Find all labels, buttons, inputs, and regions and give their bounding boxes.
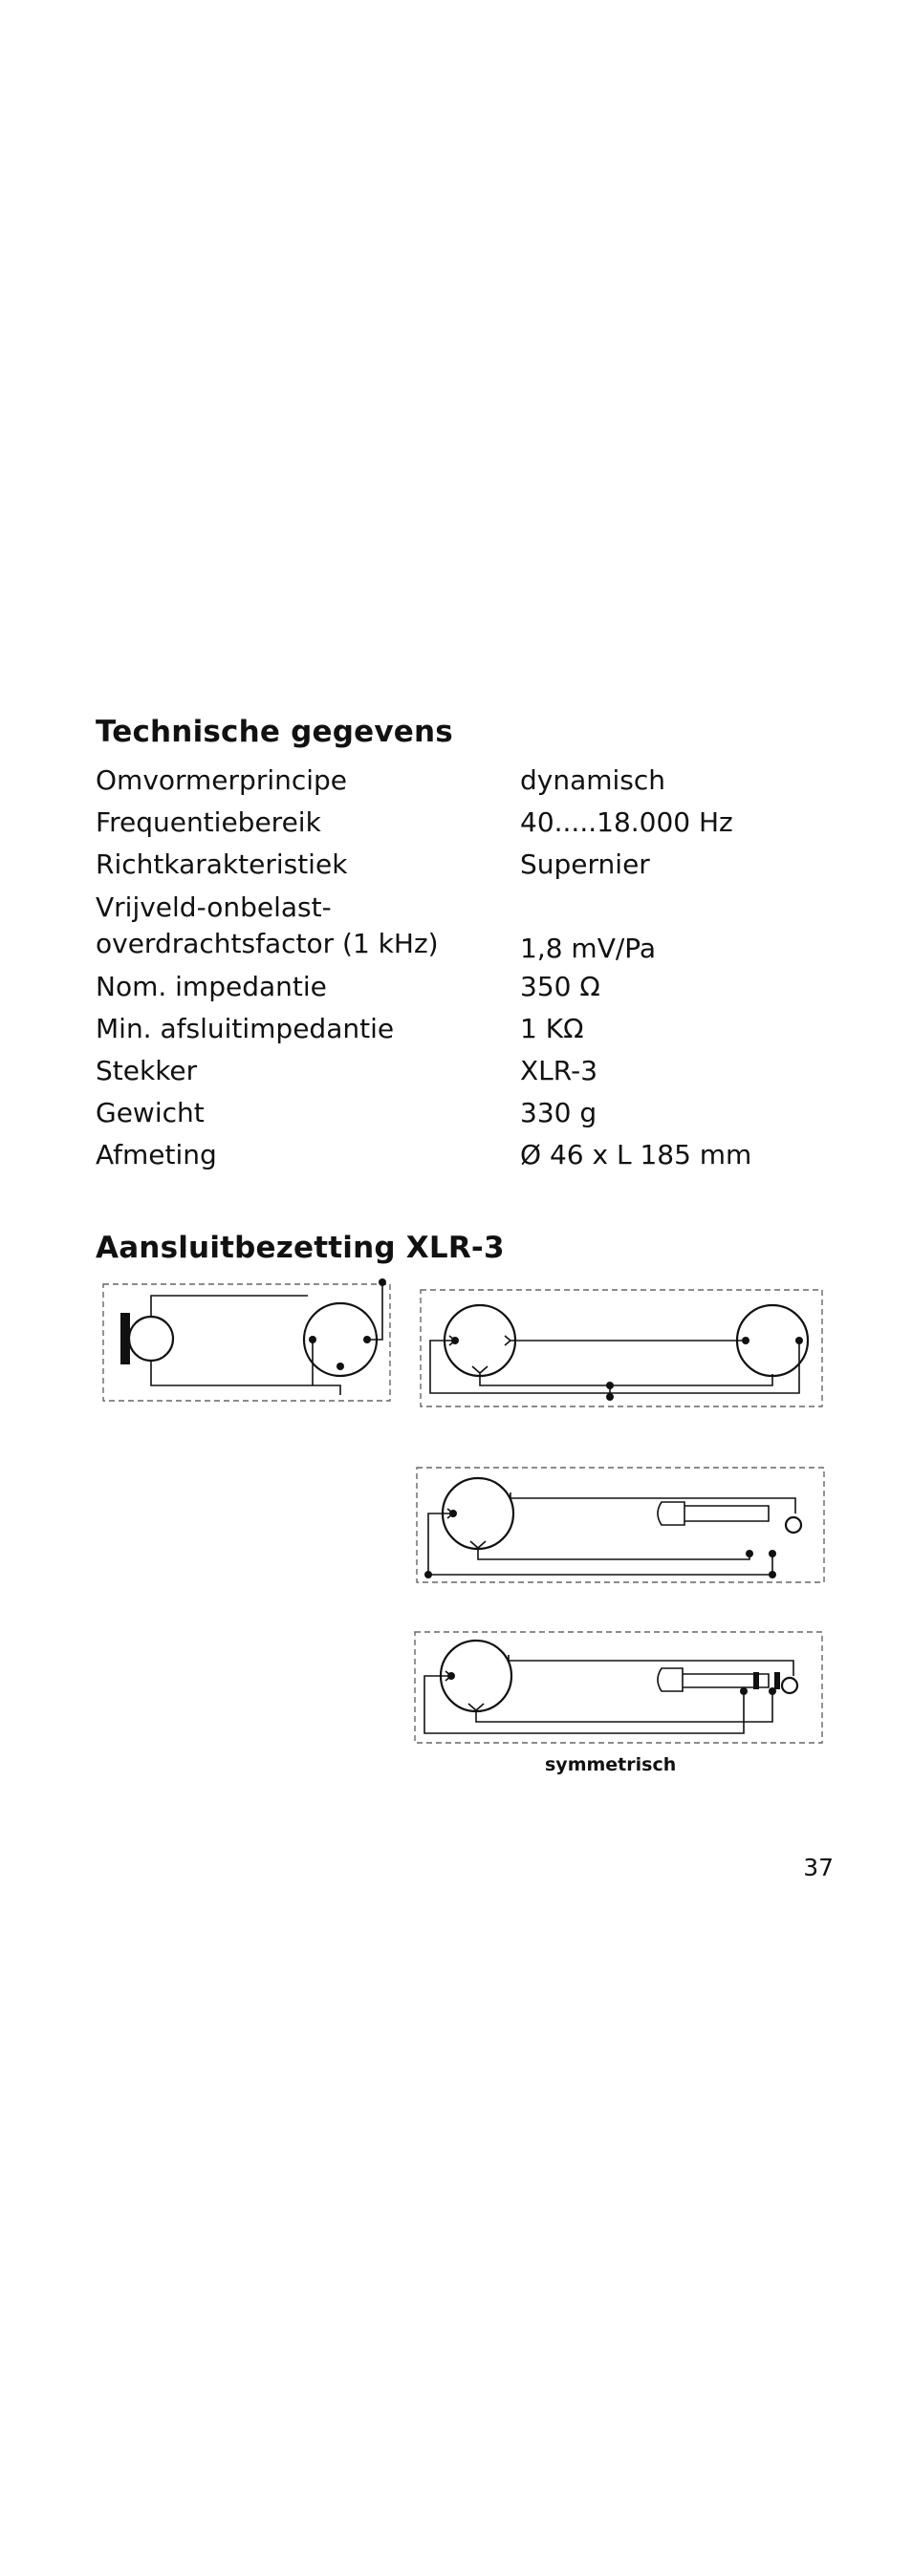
spec-value: dynamisch: [520, 764, 666, 796]
wiring-heading: Aansluitbezetting XLR-3: [96, 1231, 505, 1265]
spec-value: Ø 46 x L 185 mm: [520, 1139, 752, 1170]
spec-value: 1 KΩ: [520, 1013, 584, 1044]
spec-label: Vrijveld-onbelast- overdrachtsfactor (1 kHz): [96, 891, 439, 959]
spec-value: 350 Ω: [520, 971, 600, 1002]
specs-heading: Technische gegevens: [96, 715, 453, 749]
spec-label: Omvormerprincipe: [96, 764, 348, 796]
spec-label: Nom. impedantie: [96, 971, 327, 1002]
spec-label: Richtkarakteristiek: [96, 848, 348, 880]
spec-row: [96, 966, 822, 1008]
spec-row: [96, 1050, 822, 1092]
xlr-to-jack-wiring-diagram: [415, 1464, 826, 1588]
spec-row: [96, 1092, 822, 1134]
spec-row: [96, 1008, 822, 1050]
spec-value: 40.....18.000 Hz: [520, 806, 733, 838]
spec-row: [96, 1134, 822, 1176]
spec-label: Afmeting: [96, 1139, 217, 1170]
spec-label: Min. afsluitimpedantie: [96, 1013, 395, 1044]
spec-value: 330 g: [520, 1097, 597, 1128]
capsule-icon: [129, 1317, 173, 1361]
specs-table: [96, 760, 822, 1176]
spec-label: Frequentiebereik: [96, 806, 321, 838]
spec-row: [96, 760, 822, 802]
xlr-to-stereo-jack-wiring-diagram: [413, 1628, 824, 1747]
stereo-jack-plug-icon: [658, 1668, 769, 1691]
mic-capsule-wiring-diagram: [96, 1271, 402, 1414]
xlr-to-xlr-wiring-diagram: [419, 1278, 830, 1412]
spec-row: [96, 844, 822, 886]
page-number: 37: [803, 1854, 834, 1881]
spec-value: 1,8 mV/Pa: [520, 933, 657, 964]
spec-row: [96, 886, 822, 966]
spec-value: Supernier: [520, 848, 650, 880]
jack-plug-icon: [658, 1502, 769, 1525]
spec-value: XLR-3: [520, 1055, 598, 1086]
spec-label: Stekker: [96, 1055, 198, 1086]
spec-label: Gewicht: [96, 1097, 205, 1128]
spec-row: [96, 802, 822, 844]
diagram-caption: symmetrisch: [545, 1754, 677, 1775]
